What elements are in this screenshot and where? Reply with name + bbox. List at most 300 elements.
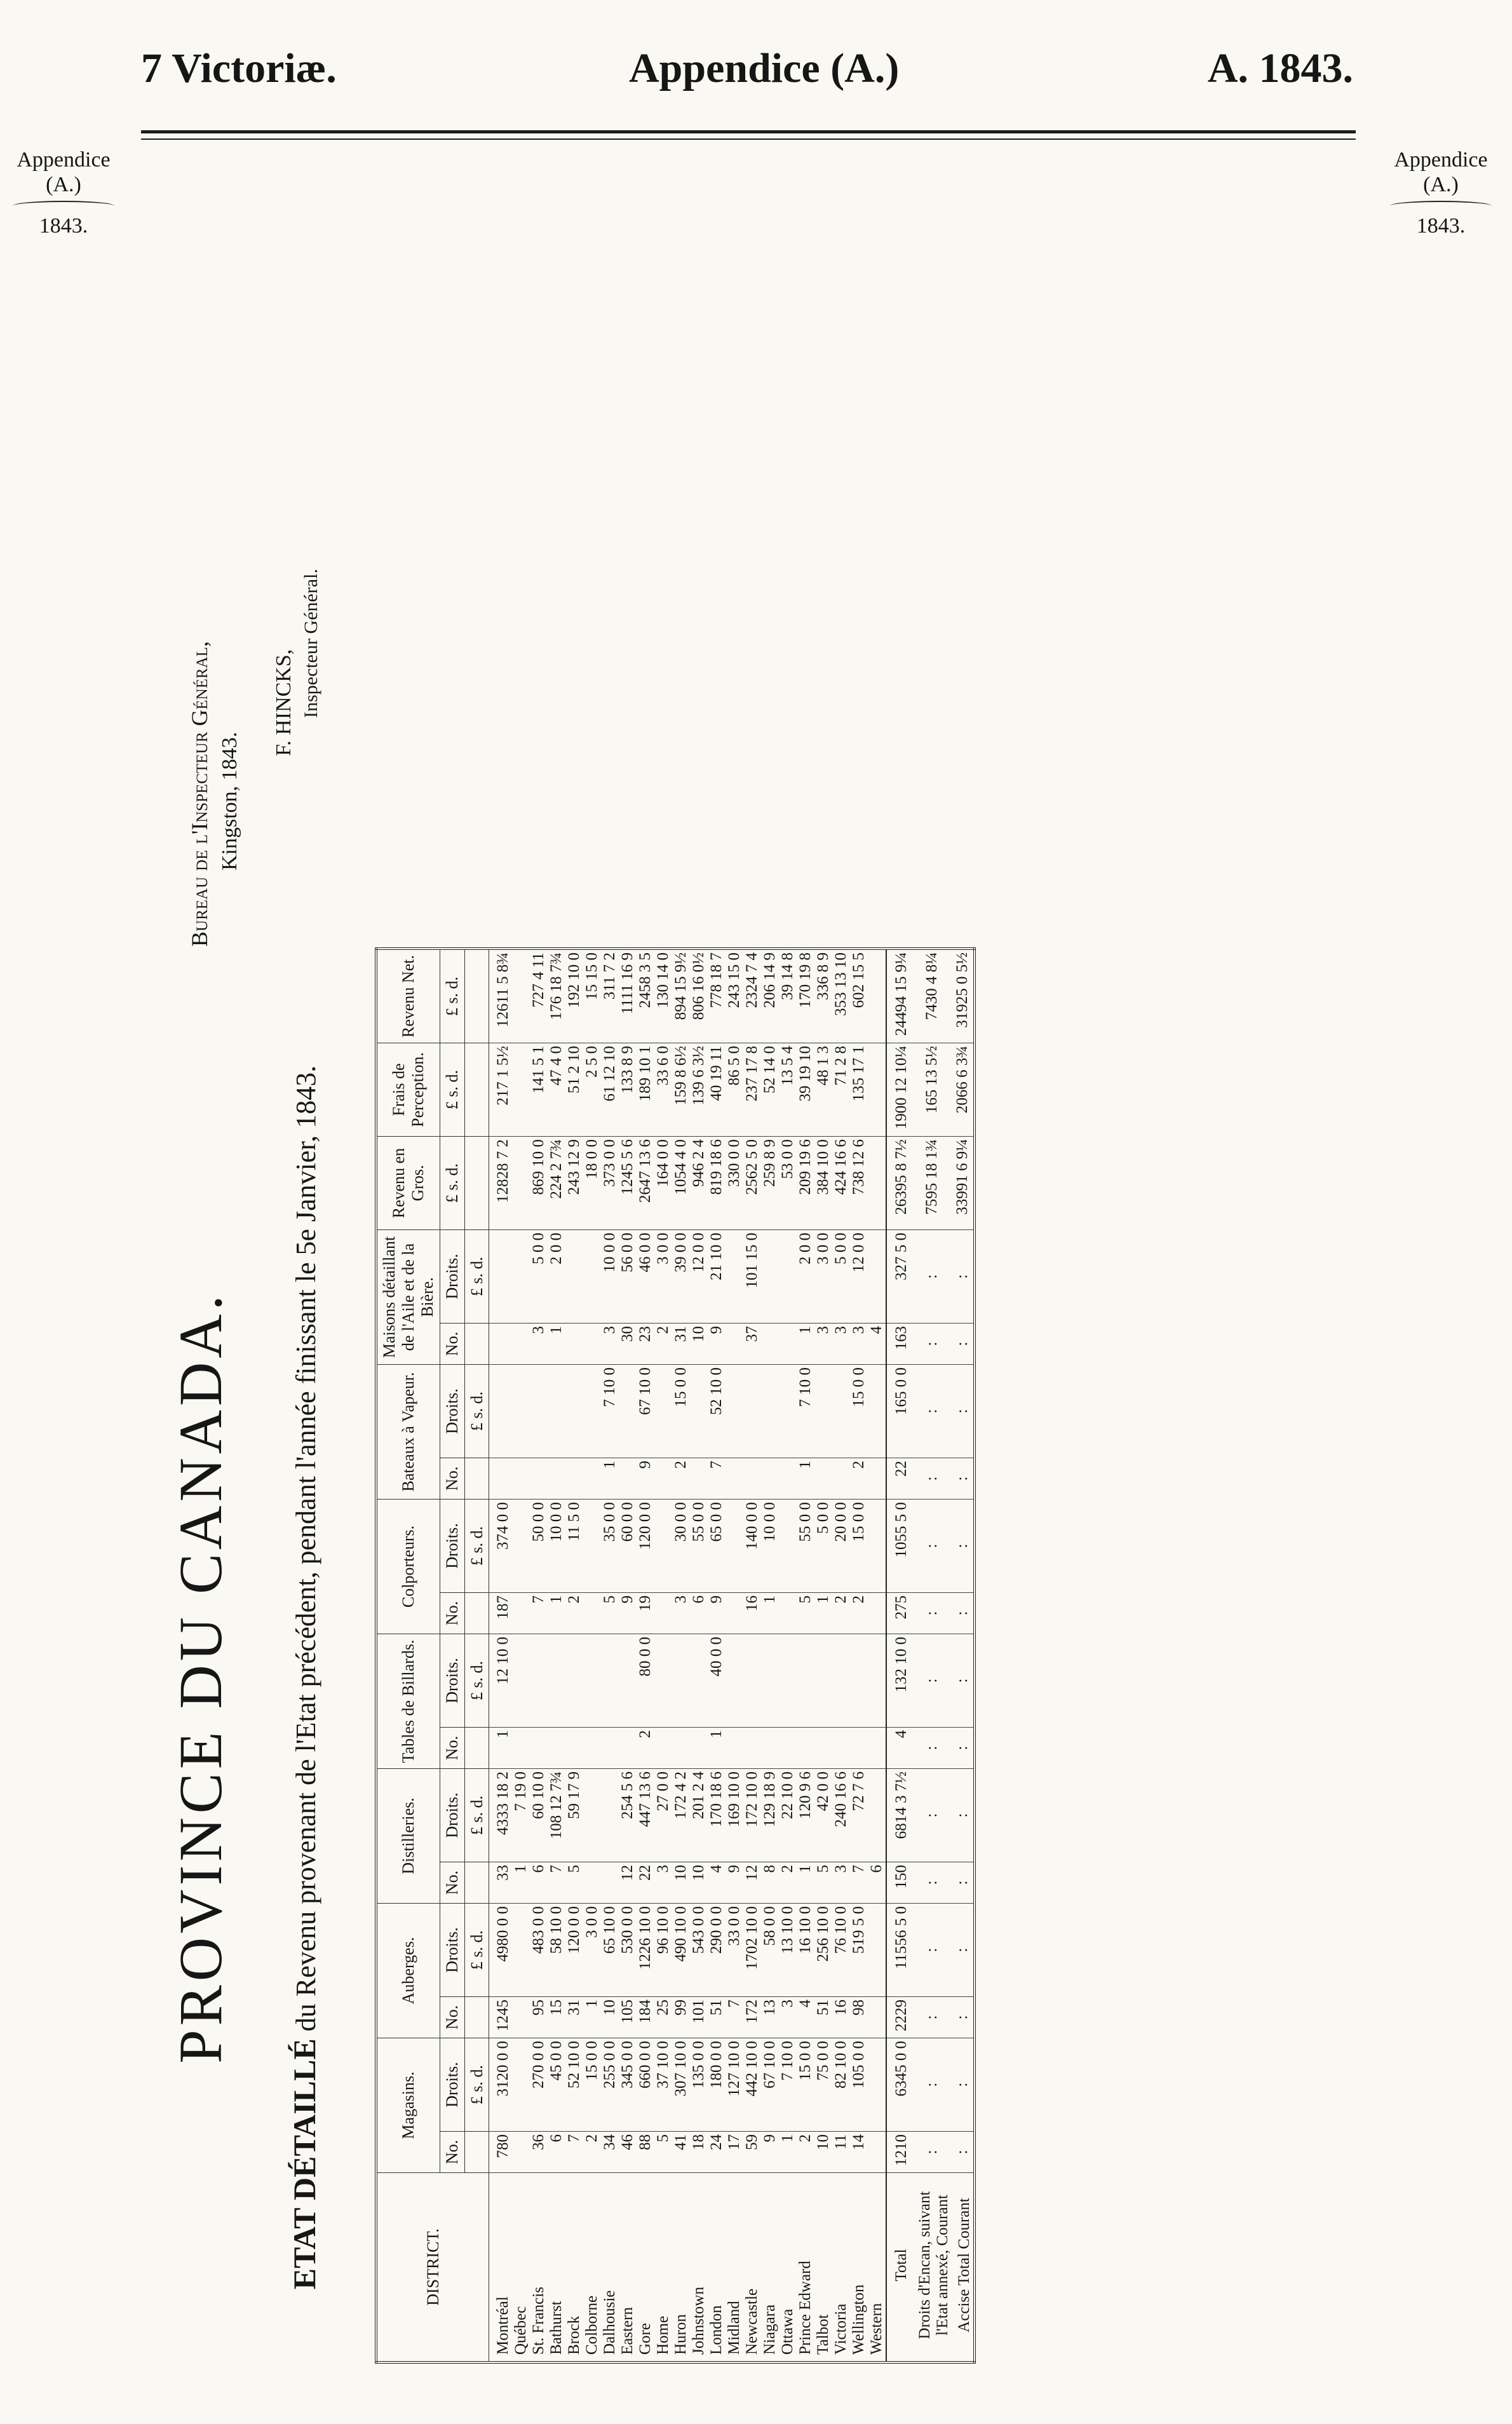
dots-cell: : xyxy=(952,1769,975,1862)
table-cell: 51 xyxy=(708,1997,726,2038)
table-cell: 9 xyxy=(726,1862,743,1904)
table-cell: 224 2 7¾ xyxy=(548,1137,565,1230)
accise-row xyxy=(952,949,975,2362)
table-cell xyxy=(761,1365,779,1458)
table-cell: 373 0 0 xyxy=(601,1137,619,1230)
table-cell xyxy=(868,1997,886,2038)
table-cell: 17 xyxy=(726,2132,743,2173)
encan-row-net: 7430 4 8¼ xyxy=(912,949,952,1043)
table-cell: 105 0 0 xyxy=(850,2038,868,2132)
table-cell xyxy=(743,1634,761,1728)
table-cell: 11 xyxy=(832,2132,850,2173)
table-cell: 35 0 0 xyxy=(601,1500,619,1593)
table-cell: 15 0 0 xyxy=(672,1365,690,1458)
table-cell: 75 0 0 xyxy=(814,2038,832,2132)
no-header: No. xyxy=(440,1324,464,1365)
table-cell xyxy=(565,1728,583,1769)
table-row xyxy=(832,949,850,2362)
table-cell: 12828 7 2 xyxy=(489,1137,513,1230)
droits-header: Droits. xyxy=(440,1634,464,1728)
signature-name: F. HINCKS, xyxy=(272,649,296,756)
table-cell: 1702 10 0 xyxy=(743,1904,761,1997)
table-cell: 40 0 0 xyxy=(708,1634,726,1728)
table-cell: 172 4 2 xyxy=(672,1769,690,1862)
table-cell: 15 15 0 xyxy=(583,949,601,1043)
table-cell xyxy=(565,1365,583,1458)
signature-block xyxy=(184,569,325,947)
no-header: No. xyxy=(440,1593,464,1634)
table-cell: 2 5 0 xyxy=(583,1043,601,1137)
column-group-header: Auberges. xyxy=(376,1904,440,2038)
table-cell: 176 18 7¾ xyxy=(548,949,565,1043)
district-name: Brock xyxy=(565,2173,583,2363)
table-cell xyxy=(868,2132,886,2173)
table-cell: 46 xyxy=(619,2132,637,2173)
droits-header: Droits. xyxy=(440,1500,464,1593)
table-cell: 240 16 6 xyxy=(832,1769,850,1862)
table-cell: 16 10 0 xyxy=(797,1904,814,1997)
table-cell: 2 xyxy=(583,2132,601,2173)
dots-cell: : xyxy=(912,1769,952,1862)
lsd-header: £ s. d. xyxy=(440,1043,464,1137)
table-cell xyxy=(601,1634,619,1728)
table-row xyxy=(850,949,868,2362)
table-cell: 5 xyxy=(797,1593,814,1634)
table-cell xyxy=(779,1365,797,1458)
table-cell: 255 0 0 xyxy=(601,2038,619,2132)
table-cell xyxy=(548,1728,565,1769)
table-cell xyxy=(565,1230,583,1324)
district-name: London xyxy=(708,2173,726,2363)
total-row xyxy=(886,949,912,2362)
total-cell: 4 xyxy=(886,1728,912,1769)
table-cell: 135 0 0 xyxy=(690,2038,708,2132)
dots-cell: : xyxy=(952,1365,975,1458)
table-cell: 37 xyxy=(743,1324,761,1365)
table-cell: 778 18 7 xyxy=(708,949,726,1043)
table-cell xyxy=(850,1728,868,1769)
table-cell xyxy=(726,1365,743,1458)
column-group-header: Revenu Net. xyxy=(376,949,440,1043)
lsd-header: £ s. d. xyxy=(464,2038,489,2132)
table-cell: 169 10 0 xyxy=(726,1769,743,1862)
table-cell: 14 xyxy=(850,2132,868,2173)
table-cell: 384 10 0 xyxy=(814,1137,832,1230)
table-cell xyxy=(868,1458,886,1500)
column-group-header: Bateaux à Vapeur. xyxy=(376,1365,440,1500)
table-cell: 120 0 0 xyxy=(637,1500,654,1593)
table-cell: 4980 0 0 xyxy=(489,1904,513,1997)
table-cell: 3 xyxy=(832,1862,850,1904)
table-cell: 3 xyxy=(850,1324,868,1365)
table-cell xyxy=(583,1365,601,1458)
district-name: Eastern xyxy=(619,2173,637,2363)
table-cell: 10 0 0 xyxy=(548,1500,565,1593)
dots-cell: : xyxy=(912,1500,952,1593)
table-cell: 33 6 0 xyxy=(654,1043,672,1137)
table-cell: 6 xyxy=(530,1862,548,1904)
lsd-header: £ s. d. xyxy=(464,1904,489,1997)
district-name: Montréal xyxy=(489,2173,513,2363)
table-cell xyxy=(814,1634,832,1728)
table-cell xyxy=(868,1593,886,1634)
table-cell: 39 14 8 xyxy=(779,949,797,1043)
table-cell: 5 xyxy=(565,1862,583,1904)
dots-cell: : xyxy=(912,1230,952,1324)
table-cell: 530 0 0 xyxy=(619,1904,637,1997)
total-cell: 163 xyxy=(886,1324,912,1365)
table-cell: 59 xyxy=(743,2132,761,2173)
table-cell xyxy=(868,1769,886,1862)
table-cell: 2 xyxy=(850,1458,868,1500)
table-cell xyxy=(814,1458,832,1500)
table-cell: 8 xyxy=(761,1862,779,1904)
table-cell xyxy=(512,1500,530,1593)
table-cell: 65 10 0 xyxy=(601,1904,619,1997)
table-cell xyxy=(512,1904,530,1997)
table-cell: 206 14 9 xyxy=(761,949,779,1043)
table-cell: 189 10 1 xyxy=(637,1043,654,1137)
header-rule xyxy=(141,130,1356,133)
blank-header xyxy=(464,949,489,1043)
table-cell: 1 xyxy=(548,1593,565,1634)
table-cell xyxy=(654,1728,672,1769)
table-cell xyxy=(832,1634,850,1728)
column-group-header: Frais de Perception. xyxy=(376,1043,440,1137)
table-cell xyxy=(512,1230,530,1324)
table-cell: 3120 0 0 xyxy=(489,2038,513,2132)
table-cell: 602 15 5 xyxy=(850,949,868,1043)
table-cell: 2 xyxy=(565,1593,583,1634)
table-cell: 3 xyxy=(832,1324,850,1365)
table-cell: 1 xyxy=(548,1324,565,1365)
table-cell: 2647 13 6 xyxy=(637,1137,654,1230)
table-cell xyxy=(690,1458,708,1500)
table-cell xyxy=(868,1230,886,1324)
table-cell xyxy=(779,1458,797,1500)
column-group-header: Tables de Billards. xyxy=(376,1634,440,1769)
table-cell: 7 10 0 xyxy=(601,1365,619,1458)
table-cell: 52 10 0 xyxy=(708,1365,726,1458)
table-cell xyxy=(512,949,530,1043)
blank-header xyxy=(464,1593,489,1634)
table-cell xyxy=(583,1324,601,1365)
total-cell: 165 0 0 xyxy=(886,1365,912,1458)
table-cell xyxy=(797,1634,814,1728)
dots-cell: : xyxy=(912,1634,952,1728)
no-header: No. xyxy=(440,1728,464,1769)
table-cell: 25 xyxy=(654,1997,672,2038)
blank-header xyxy=(464,1862,489,1904)
table-cell: 7 xyxy=(548,1862,565,1904)
table-cell: 7 xyxy=(708,1458,726,1500)
table-cell xyxy=(761,1324,779,1365)
droits-header: Droits. xyxy=(440,2038,464,2132)
dots-cell: : xyxy=(912,1593,952,1634)
header-center: Appendice (A.) xyxy=(629,45,900,91)
table-cell: 11 5 0 xyxy=(565,1500,583,1593)
table-cell: 2 xyxy=(797,2132,814,2173)
table-cell: 120 0 0 xyxy=(565,1904,583,1997)
dots-cell: : xyxy=(952,1593,975,1634)
table-row xyxy=(512,949,530,2362)
table-cell: 99 xyxy=(672,1997,690,2038)
table-cell xyxy=(832,1458,850,1500)
district-name: Johnstown xyxy=(690,2173,708,2363)
signature-place: Kingston, 1843. xyxy=(217,731,241,870)
table-cell: 307 10 0 xyxy=(672,2038,690,2132)
table-cell: 98 xyxy=(850,1997,868,2038)
table-cell xyxy=(654,1634,672,1728)
table-cell: 442 10 0 xyxy=(743,2038,761,2132)
page-subtitle: ETAT DÉTAILLÉ du Revenu provenant de l'Etat précédent, pendant l'année finissant le 5e Janvier, 1843. xyxy=(287,1065,322,2290)
table-cell xyxy=(512,1458,530,1500)
table-row xyxy=(619,949,637,2362)
table-cell xyxy=(761,1634,779,1728)
table-row xyxy=(601,949,619,2362)
table-cell: 5 0 0 xyxy=(814,1500,832,1593)
table-cell: 140 0 0 xyxy=(743,1500,761,1593)
table-cell: 20 0 0 xyxy=(832,1500,850,1593)
lsd-header: £ s. d. xyxy=(440,949,464,1043)
table-cell: 101 15 0 xyxy=(743,1230,761,1324)
table-cell xyxy=(512,1365,530,1458)
table-row xyxy=(489,949,513,2362)
table-cell: 88 xyxy=(637,2132,654,2173)
table-cell: 101 xyxy=(690,1997,708,2038)
table-cell: 164 0 0 xyxy=(654,1137,672,1230)
table-cell xyxy=(726,1634,743,1728)
accise-row-label: Accise Total Courant xyxy=(952,2173,975,2363)
table-cell: 1 xyxy=(512,1862,530,1904)
total-cell: 1900 12 10¼ xyxy=(886,1043,912,1137)
table-cell: 39 0 0 xyxy=(672,1230,690,1324)
total-cell: 24494 15 9¼ xyxy=(886,949,912,1043)
blank-header xyxy=(464,1728,489,1769)
table-cell: 31 xyxy=(672,1324,690,1365)
signature-office: Bureau de l'Inspecteur Général, xyxy=(187,641,212,947)
rotated-page xyxy=(165,203,1194,2376)
table-cell: 7 xyxy=(565,2132,583,2173)
table-cell: 52 10 0 xyxy=(565,2038,583,2132)
table-cell: 259 8 9 xyxy=(761,1137,779,1230)
table-row xyxy=(726,949,743,2362)
total-cell: 275 xyxy=(886,1593,912,1634)
blank-header xyxy=(464,1324,489,1365)
table-cell: 1 xyxy=(708,1728,726,1769)
table-cell: 519 5 0 xyxy=(850,1904,868,1997)
table-cell: 55 0 0 xyxy=(690,1500,708,1593)
table-cell: 311 7 2 xyxy=(601,949,619,1043)
table-cell: 5 xyxy=(814,1862,832,1904)
table-cell: 660 0 0 xyxy=(637,2038,654,2132)
table-cell xyxy=(619,1634,637,1728)
dots-cell: : xyxy=(912,1862,952,1904)
table-cell: 108 12 7¾ xyxy=(548,1769,565,1862)
table-cell: 6 xyxy=(548,2132,565,2173)
table-row xyxy=(761,949,779,2362)
table-cell xyxy=(654,1365,672,1458)
encan-row-label: Droits d'Encan, suivant l'Etat annexé, Courant xyxy=(912,2173,952,2363)
table-cell: 187 xyxy=(489,1593,513,1634)
table-cell xyxy=(489,1324,513,1365)
table-cell: 780 xyxy=(489,2132,513,2173)
table-cell: 1 xyxy=(779,2132,797,2173)
table-cell xyxy=(512,1997,530,2038)
table-cell xyxy=(832,1728,850,1769)
table-cell xyxy=(548,1634,565,1728)
table-cell xyxy=(868,2038,886,2132)
droits-header: Droits. xyxy=(440,1769,464,1862)
dots-cell: : xyxy=(912,2038,952,2132)
table-cell xyxy=(690,1728,708,1769)
table-cell xyxy=(583,1500,601,1593)
table-cell: 2 0 0 xyxy=(797,1230,814,1324)
table-cell xyxy=(619,1365,637,1458)
table-cell xyxy=(779,1500,797,1593)
table-cell: 1 xyxy=(797,1324,814,1365)
table-cell xyxy=(601,1862,619,1904)
encan-row xyxy=(912,949,952,2362)
table-cell: 7 19 0 xyxy=(512,1769,530,1862)
table-cell: 330 0 0 xyxy=(726,1137,743,1230)
district-name: Niagara xyxy=(761,2173,779,2363)
table-cell: 869 10 0 xyxy=(530,1137,548,1230)
table-cell: 10 xyxy=(601,1997,619,2038)
dots-cell: : xyxy=(952,1324,975,1365)
table-cell: 4 xyxy=(708,1862,726,1904)
table-cell: 95 xyxy=(530,1997,548,2038)
table-row xyxy=(583,949,601,2362)
table-cell: 1226 10 0 xyxy=(637,1904,654,1997)
table-cell: 16 xyxy=(832,1997,850,2038)
table-row xyxy=(530,949,548,2362)
dots-cell: : xyxy=(912,1365,952,1458)
table-cell: 52 14 0 xyxy=(761,1043,779,1137)
table-cell xyxy=(583,1728,601,1769)
table-cell xyxy=(726,1593,743,1634)
table-cell xyxy=(565,1324,583,1365)
table-cell xyxy=(530,1728,548,1769)
table-cell: 2 0 0 xyxy=(548,1230,565,1324)
blank-header xyxy=(464,1997,489,2038)
table-cell: 2562 5 0 xyxy=(743,1137,761,1230)
table-cell xyxy=(512,1137,530,1230)
table-cell: 353 13 10 xyxy=(832,949,850,1043)
table-cell: 4333 18 2 xyxy=(489,1769,513,1862)
table-cell: 37 10 0 xyxy=(654,2038,672,2132)
table-cell xyxy=(489,1458,513,1500)
table-row xyxy=(814,949,832,2362)
table-cell xyxy=(672,1728,690,1769)
dots-cell: : xyxy=(952,1230,975,1324)
table-cell: 67 10 0 xyxy=(637,1365,654,1458)
table-cell: 543 0 0 xyxy=(690,1904,708,1997)
table-cell: 58 0 0 xyxy=(761,1904,779,1997)
district-header: DISTRICT. xyxy=(376,2173,489,2363)
table-cell: 9 xyxy=(761,2132,779,2173)
table-cell: 5 0 0 xyxy=(530,1230,548,1324)
side-label-left: Appendice (A.) 1843. xyxy=(0,147,127,238)
side-label-right: Appendice (A.) 1843. xyxy=(1377,147,1504,238)
table-cell: 105 xyxy=(619,1997,637,2038)
table-cell: 56 0 0 xyxy=(619,1230,637,1324)
table-cell xyxy=(548,1458,565,1500)
page-title: PROVINCE DU CANADA. xyxy=(166,1291,234,2064)
table-cell xyxy=(654,1458,672,1500)
district-name: Huron xyxy=(672,2173,690,2363)
table-cell xyxy=(601,1728,619,1769)
table-cell: 2 xyxy=(779,1862,797,1904)
lsd-header: £ s. d. xyxy=(464,1365,489,1458)
table-cell: 135 17 1 xyxy=(850,1043,868,1137)
dots-cell: : xyxy=(912,2132,952,2173)
table-cell: 374 0 0 xyxy=(489,1500,513,1593)
table-cell: 1 xyxy=(797,1458,814,1500)
district-name: Prince Edward xyxy=(797,2173,814,2363)
table-cell xyxy=(814,1728,832,1769)
table-cell xyxy=(530,1634,548,1728)
dots-cell: : xyxy=(952,1634,975,1728)
droits-header: Droits. xyxy=(440,1230,464,1324)
table-cell: 86 5 0 xyxy=(726,1043,743,1137)
table-cell: 18 0 0 xyxy=(583,1137,601,1230)
dots-cell: : xyxy=(912,1728,952,1769)
district-name: Dalhousie xyxy=(601,2173,619,2363)
district-name: Western xyxy=(868,2173,886,2363)
table-cell: 50 0 0 xyxy=(530,1500,548,1593)
total-cell: 26395 8 7½ xyxy=(886,1137,912,1230)
table-cell: 3 0 0 xyxy=(654,1230,672,1324)
total-cell: 1055 5 0 xyxy=(886,1500,912,1593)
table-cell xyxy=(601,1769,619,1862)
table-cell: 172 xyxy=(743,1997,761,2038)
column-group-header: Distilleries. xyxy=(376,1769,440,1904)
table-cell xyxy=(726,1728,743,1769)
table-cell: 490 10 0 xyxy=(672,1904,690,1997)
table-cell: 3 0 0 xyxy=(814,1230,832,1324)
lsd-header: £ s. d. xyxy=(464,1634,489,1728)
no-header: No. xyxy=(440,2132,464,2173)
table-cell: 1 xyxy=(797,1862,814,1904)
table-cell: 33 xyxy=(489,1862,513,1904)
table-cell: 3 xyxy=(814,1324,832,1365)
table-cell: 894 15 9½ xyxy=(672,949,690,1043)
table-cell: 46 0 0 xyxy=(637,1230,654,1324)
table-cell xyxy=(726,1500,743,1593)
table-cell: 5 xyxy=(601,1593,619,1634)
table-cell xyxy=(583,1862,601,1904)
table-cell xyxy=(779,1728,797,1769)
table-cell xyxy=(512,1593,530,1634)
table-cell: 51 xyxy=(814,1997,832,2038)
table-cell: 256 10 0 xyxy=(814,1904,832,1997)
table-cell: 2 xyxy=(850,1593,868,1634)
table-cell: 60 10 0 xyxy=(530,1769,548,1862)
table-cell: 424 16 6 xyxy=(832,1137,850,1230)
table-cell: 172 10 0 xyxy=(743,1769,761,1862)
table-cell: 2324 7 4 xyxy=(743,949,761,1043)
table-cell: 2 xyxy=(654,1324,672,1365)
droits-header: Droits. xyxy=(440,1904,464,1997)
table-cell: 336 8 9 xyxy=(814,949,832,1043)
table-cell xyxy=(779,1634,797,1728)
table-cell: 345 0 0 xyxy=(619,2038,637,2132)
table-cell: 243 15 0 xyxy=(726,949,743,1043)
table-cell xyxy=(868,1634,886,1728)
table-cell: 2 xyxy=(832,1593,850,1634)
table-cell xyxy=(512,2038,530,2132)
